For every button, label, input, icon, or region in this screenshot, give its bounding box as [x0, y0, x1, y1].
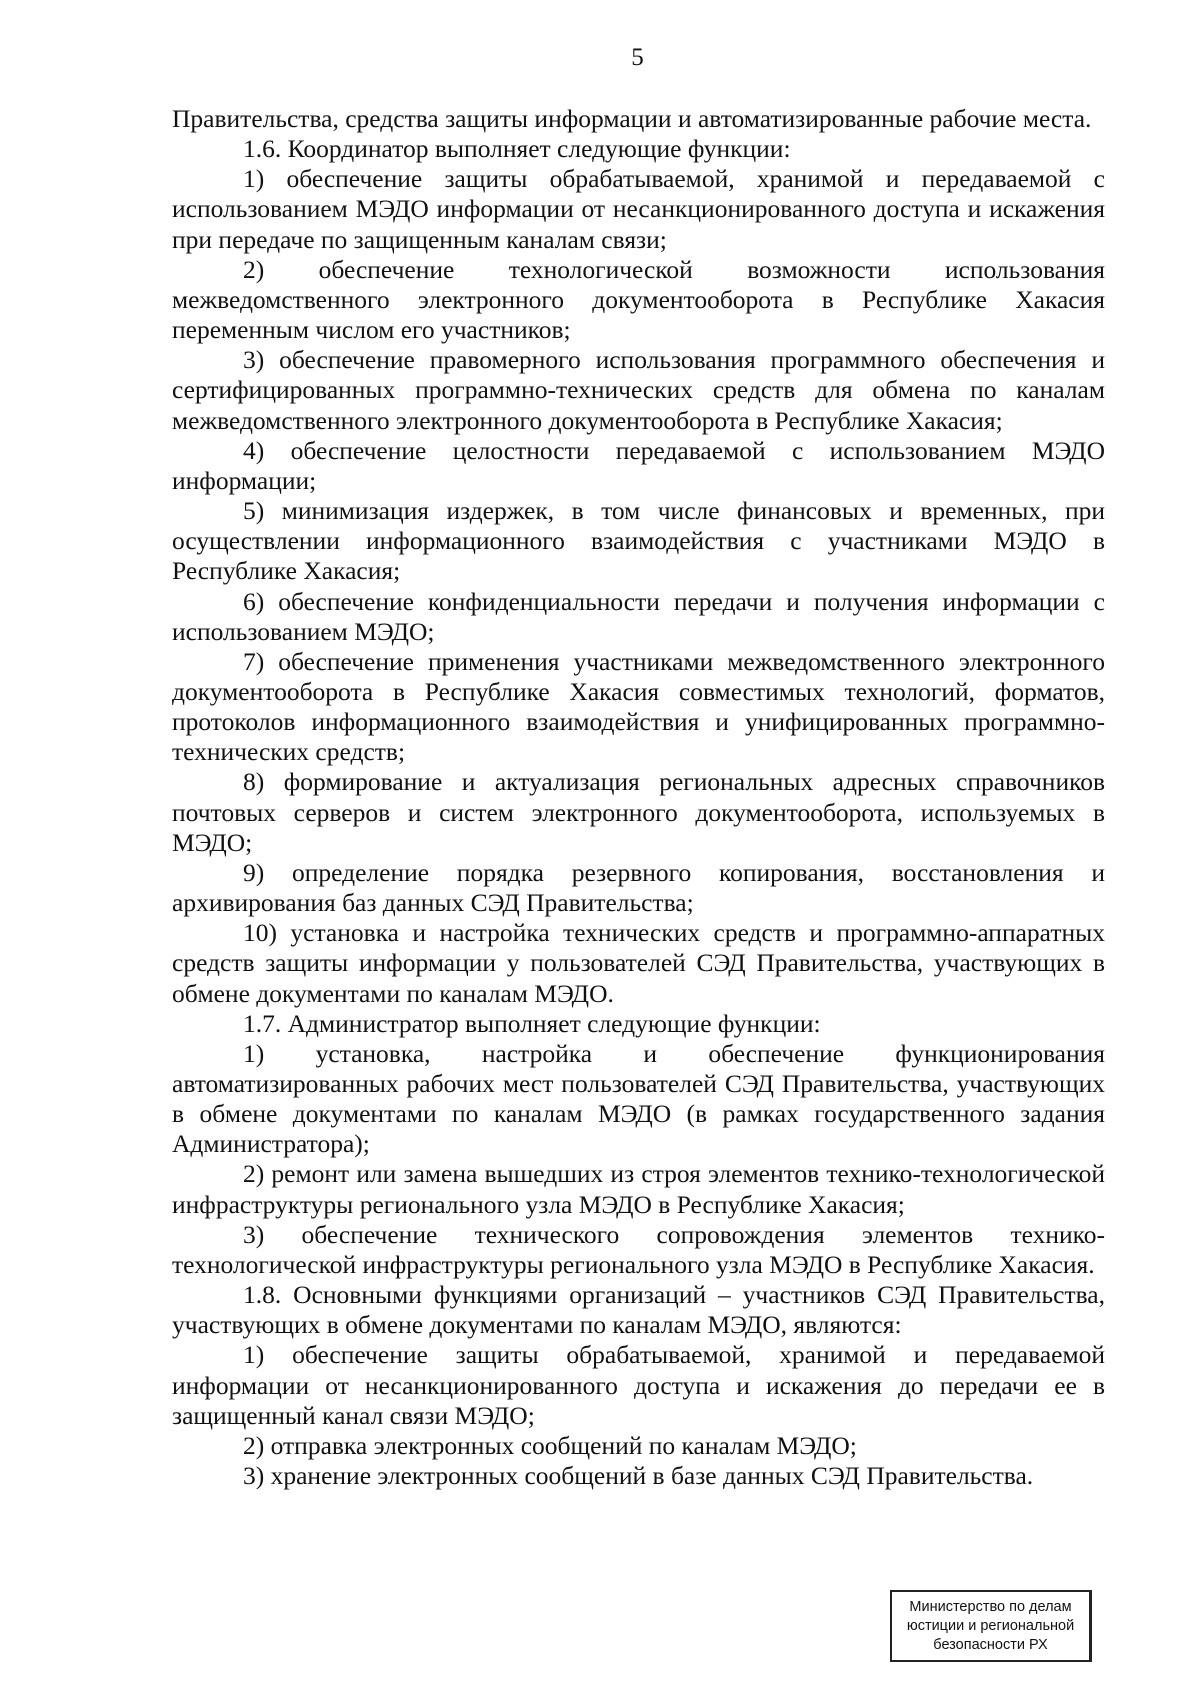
section-heading-1-6: 1.6. Координатор выполняет следующие функции: [243, 134, 791, 164]
stamp-line: юстиции и региональной [906, 1618, 1075, 1634]
list-item: 1) установка, настройка и обеспечение функционирования автоматизированных рабочих мест пользователей СЭД Правительства, участвующих в обмене документами по каналам МЭДО (в рамках государственного задания Администратора); [172, 1038, 1105, 1159]
ministry-stamp [890, 1590, 1092, 1662]
list-item: 3) обеспечение технического сопровождения элементов технико-технологической инфраструктуры регионального узла МЭДО в Республике Хакасия. [172, 1219, 1105, 1279]
list-item: 3) хранение электронных сообщений в базе данных СЭД Правительства. [243, 1461, 1034, 1491]
list-item: 6) обеспечение конфиденциальности передачи и получения информации с использованием МЭДО; [172, 586, 1105, 646]
section-heading-1-8: 1.8. Основными функциями организаций – участников СЭД Правительства, участвующих в обмене документами по каналам МЭДО, являются: [172, 1280, 1105, 1340]
list-item: 1) обеспечение защиты обрабатываемой, хранимой и передаваемой информации от несанкционированного доступа и искажения до передачи ее в защищенный канал связи МЭДО; [172, 1340, 1105, 1430]
stamp-line: Министерство по делам [909, 1599, 1072, 1615]
list-item: 2) ремонт или замена вышедших из строя элементов технико-технологической инфраструктуры регионального узла МЭДО в Республике Хакасия; [172, 1159, 1105, 1219]
list-item: 5) минимизация издержек, в том числе финансовых и временных, при осуществлении информационного взаимодействия с участниками МЭДО в Республике Хакасия; [172, 496, 1105, 586]
list-item: 8) формирование и актуализация региональных адресных справочников почтовых серверов и систем электронного документооборота, используемых в МЭДО; [172, 767, 1105, 857]
section-heading-1-7: 1.7. Администратор выполняет следующие функции: [243, 1008, 821, 1038]
stamp-line: безопасности РХ [933, 1637, 1048, 1653]
list-item: 3) обеспечение правомерного использования программного обеспечения и сертифицированных программно-технических средств для обмена по каналам межведомственного электронного документооборота в Республике Хакасия; [172, 345, 1105, 435]
document-body [172, 104, 1105, 1491]
paragraph: Правительства, средства защиты информации и автоматизированные рабочие места. [172, 104, 1092, 133]
list-item: 1) обеспечение защиты обрабатываемой, хранимой и передаваемой с использованием МЭДО информации от несанкционированного доступа и искажения при передаче по защищенным каналам связи; [172, 164, 1105, 254]
list-item: 2) отправка электронных сообщений по каналам МЭДО; [243, 1430, 857, 1460]
list-item: 10) установка и настройка технических средств и программно-аппаратных средств защиты информации у пользователей СЭД Правительства, участвующих в обмене документами по каналам МЭДО. [172, 918, 1105, 1008]
list-item: 2) обеспечение технологической возможности использования межведомственного электронного документооборота в Республике Хакасия переменным числом его участников; [172, 254, 1105, 345]
list-item: 4) обеспечение целостности передаваемой с использованием МЭДО информации; [172, 435, 1105, 495]
page-number: 5 [631, 44, 644, 71]
list-item: 9) определение порядка резервного копирования, восстановления и архивирования баз данных СЭД Правительства; [172, 857, 1105, 918]
list-item: 7) обеспечение применения участниками межведомственного электронного документооборота в Республике Хакасия совместимых технологий, форматов, протоколов информационного взаимодействия и унифицированных программно-технических средств; [172, 646, 1105, 767]
